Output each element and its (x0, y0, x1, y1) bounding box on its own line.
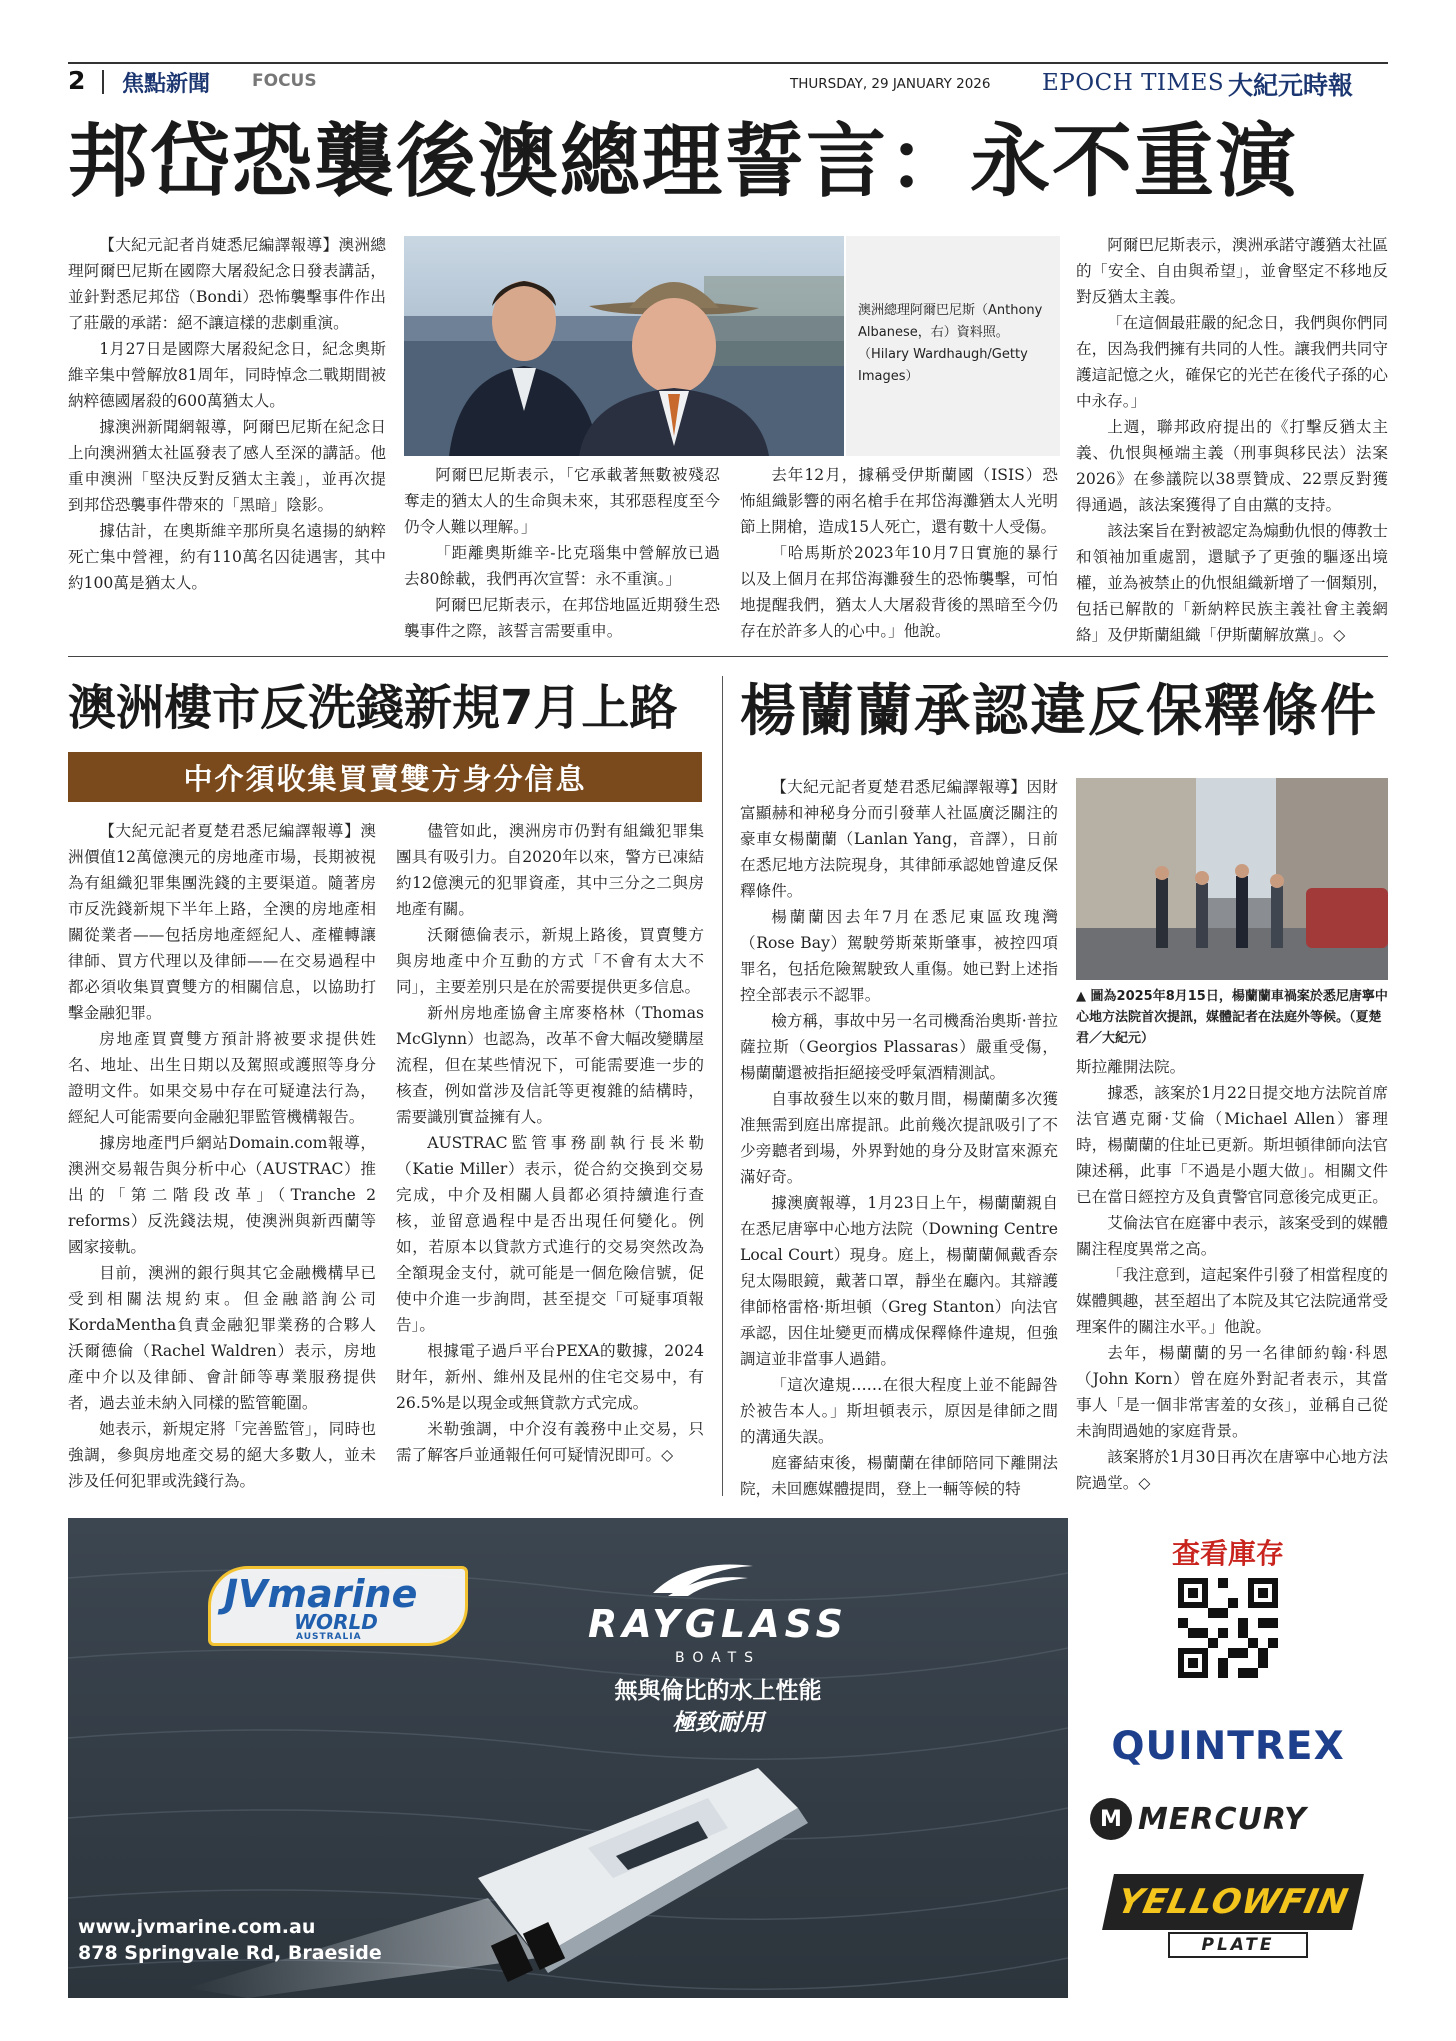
article2-subhead-text: 中介須收集買賣雙方身分信息 (183, 761, 587, 796)
lead-column-4: 阿爾巴尼斯表示，澳洲承諾守護猶太社區的「安全、自由與希望」，並會堅定不移地反對反猶太主義。 「在這個最莊嚴的紀念日，我們與你們同在，因為我們擁有共同的人性。讓我們共同守護這記憶之火，確保它的光芒在後代子孫的心中永存。」 上週，聯邦政府提出的《打擊反猶太主義、仇恨與極端主義（刑事與移民法）法案2026》在參議院以38票贊成、22票反對獲得通過，該法案獲得了自由黨的支持。 該法案旨在對被認定為煽動仇恨的傳教士和領袖加重處罰，還賦予了更強的驅逐出境權，並為被禁止的仇恨組織新增了一個類別，包括已解散的「新納粹民族主義社會主義網絡」及伊斯蘭組織「伊斯蘭解放黨」。◇ (1076, 236, 1388, 644)
brand-cn: 大紀元時報 (1228, 71, 1354, 100)
rayglass-boats: BOATS (674, 1650, 762, 1666)
ad-url-link[interactable]: www.jvmarine.com.au (78, 1916, 316, 1938)
lead-photo (404, 236, 844, 456)
stock-qr-code-icon[interactable] (1178, 1578, 1278, 1678)
lead-column-3: 去年12月，據稱受伊斯蘭國（ISIS）恐怖組織影響的兩名槍手在邦岱海灘猶太人光明節上開槍，造成15人死亡，還有數十人受傷。 「哈馬斯於2023年10月7日實施的暴行以及上個月在邦岱海灘發生的恐怖襲擊，可怕地提醒我們，猶太人大屠殺背後的黑暗至今仍存在於許多人的心中。」他說。 (740, 466, 1058, 640)
column-divider (722, 676, 723, 1496)
ad-tagline-1: 無與倫比的水上性能 (614, 1678, 822, 1704)
yellowfin-plate-logo: PLATE (1168, 1932, 1308, 1958)
article2-column-2: 儘管如此，澳洲房市仍對有組織犯罪集團具有吸引力。自2020年以來，警方已凍結約12億澳元的犯罪資產，其中三分之二與房地產有關。 沃爾德倫表示，新規上路後，買賣雙方與房地產中介互動的方式「不會有太大不同」，主要差別只是在於需要提供更多信息。 新州房地產協會主席麥格林（Thomas McGlynn）也認為，改革不會大幅改變購屋流程，但在某些情況下，可能需要進一步的核查，例如當涉及信託等更複雜的結構時，需要識別實益擁有人。 AUSTRAC監管事務副執行長米勒（Katie Miller）表示，從合約交換到交易完成，中介及相關人員都必須持續進行查核，並留意過程中是否出現任何變化。例如，若原本以貸款方式進行的交易突然改為全額現金支付，就可能是一個危險信號，促使中介進一步詢問，甚至提交「可疑事項報告」。 根據電子過戶平台PEXA的數據，2024財年，新州、維州及昆州的住宅交易中，有26.5%是以現金或無貸款方式完成。 米勒強調，中介沒有義務中止交易，只需了解客戶並通報任何可疑情況即可。◇ (396, 822, 704, 1464)
stock-label: 查看庫存 (1171, 1537, 1284, 1570)
article2-headline: 澳洲樓市反洗錢新規7月上路 (68, 680, 678, 736)
article3-headline: 楊蘭蘭承認違反保釋條件 (740, 679, 1378, 744)
quintrex-logo: QUINTREX (1111, 1724, 1345, 1769)
brand-en: EPOCH TIMES (1042, 70, 1225, 96)
lead-headline: 邦岱恐襲後澳總理誓言：永不重演 (68, 115, 1298, 208)
section-title-cn: 焦點新聞 (122, 72, 211, 97)
mercury-logo-icon: M (1090, 1798, 1132, 1840)
article2-subhead (68, 752, 702, 802)
jv-logo-country: AUSTRALIA (296, 1632, 362, 1642)
yellowfin-logo (1102, 1874, 1364, 1930)
ad-tagline-2: 極致耐用 (672, 1710, 764, 1736)
mercury-logo: MERCURY (1138, 1802, 1307, 1837)
article3-column-1: 【大紀元記者夏楚君悉尼編譯報導】因財富顯赫和神秘身分而引發華人社區廣泛關注的豪車女楊蘭蘭（Lanlan Yang，音譯），日前在悉尼地方法院現身，其律師承認她曾違反保釋條件。 楊蘭蘭因去年7月在悉尼東區玫瑰灣（Rose Bay）駕駛勞斯萊斯肇事，被控四項罪名，包括危險駕駛致人重傷。她已對上述指控全部表示不認罪。 檢方稱，事故中另一名司機喬治奧斯·普拉薩拉斯（Georgios Plassaras）嚴重受傷，楊蘭蘭還被指拒絕接受呼氣酒精測試。 自事故發生以來的數月間，楊蘭蘭多次獲准無需到庭出席提訊。此前幾次提訊吸引了不少旁聽者到場，外界對她的身分及財富來源充滿好奇。 據澳廣報導，1月23日上午，楊蘭蘭親自在悉尼唐寧中心地方法院（Downing Centre Local Court）現身。庭上，楊蘭蘭佩戴香奈兒太陽眼鏡，戴著口罩，靜坐在廳內。其辯護律師格雷格·斯坦頓（Greg Stanton）向法官承認，因住址變更而構成保釋條件違規，但強調這並非當事人過錯。 「這次違規……在很大程度上並不能歸咎於被告本人。」斯坦頓表示，原因是律師之間的溝通失誤。 庭審結束後，楊蘭蘭在律師陪同下離開法院，未回應媒體提問，登上一輛等候的特 (740, 778, 1058, 1498)
article3-photo-caption: ▲ 圖為2025年8月15日，楊蘭蘭車禍案於悉尼唐寧中心地方法院首次提訊，媒體記者在法庭外等候。（夏楚君／大紀元） (1076, 989, 1388, 1046)
header-divider (102, 70, 104, 94)
lead-column-1: 【大紀元記者肖婕悉尼編譯報導】澳洲總理阿爾巴尼斯在國際大屠殺紀念日發表講話，並針對悉尼邦岱（Bondi）恐怖襲擊事件作出了莊嚴的承諾：絕不讓這樣的悲劇重演。 1月27日是國際大屠殺紀念日，紀念奧斯維辛集中營解放81周年，同時悼念二戰期間被納粹德國屠殺的600萬猶太人。 據澳洲新聞網報導，阿爾巴尼斯在紀念日上向澳洲猶太社區發表了感人至深的講話。他重申澳洲「堅決反對反猶太主義」，並再次提到邦岱恐襲事件帶來的「黑暗」陰影。 據估計，在奧斯維辛那所臭名遠揚的納粹死亡集中營裡，約有110萬名囚徒遇害，其中約100萬是猶太人。 (68, 236, 386, 592)
section-divider (68, 656, 1388, 657)
jv-logo-main: JVmarine (224, 1572, 418, 1616)
article3-column-2: 斯拉離開法院。 據悉，該案於1月22日提交地方法院首席法官邁克爾·艾倫（Michael Allen）審理時，楊蘭蘭的住址已更新。斯坦頓律師向法官陳述稱，此事「不過是小題大做」。相關文件已在當日經控方及負責警官同意後完成更正。 艾倫法官在庭審中表示，該案受到的媒體關注程度異常之高。 「我注意到，這起案件引發了相當程度的媒體興趣，甚至超出了本院及其它法院通常受理案件的關注水平。」他說。 去年，楊蘭蘭的另一名律師約翰·科恩（John Korn）曾在庭外對記者表示，其當事人「是一個非常害羞的女孩」，並稱自己從未詢問過她的家庭背景。 該案將於1月30日再次在唐寧中心地方法院過堂。◇ (1076, 1058, 1388, 1492)
article2-column-1: 【大紀元記者夏楚君悉尼編譯報導】澳洲價值12萬億澳元的房地產市場，長期被視為有組織犯罪集團洗錢的主要渠道。隨著房市反洗錢新規下半年上路，全澳的房地產相關從業者——包括房地產經紀人、產權轉讓律師、買方代理以及律師——在交易過程中都必須收集買賣雙方的相關信息，以協助打擊金融犯罪。 房地產買賣雙方預計將被要求提供姓名、地址、出生日期以及駕照或護照等身分證明文件。如果交易中存在可疑違法行為，經紀人可能需要向金融犯罪監管機構報告。 據房地產門戶網站Domain.com報導，澳洲交易報告與分析中心（AUSTRAC）推出的「第二階段改革」（Tranche 2 reforms）反洗錢法規，使澳洲與新西蘭等國家接軌。 目前，澳洲的銀行與其它金融機構早已受到相關法規約束。但金融諮詢公司KordaMentha負責金融犯罪業務的合夥人沃爾德倫（Rachel Waldren）表示，房地產中介以及律師、會計師等專業服務提供者，過去並未納入同樣的監管範圍。 她表示，新規定將「完善監管」，同時也強調，參與房地產交易的絕大多數人，並未涉及任何犯罪或洗錢行為。 (68, 822, 376, 1490)
rayglass-name: RAYGLASS (587, 1602, 849, 1646)
page-number: 2 (68, 66, 86, 95)
lead-column-2: 阿爾巴尼斯表示，「它承載著無數被殘忍奪走的猶太人的生命與未來，其邪惡程度至今仍令人難以理解。」 「距離奧斯維辛-比克瑙集中營解放已過去80餘載，我們再次宣誓：永不重演。」 阿爾巴尼斯表示，在邦岱地區近期發生恐襲事件之際，該誓言需要重申。 (404, 466, 720, 640)
ad-address: 878 Springvale Rd, Braeside (78, 1942, 382, 1964)
lead-photo-caption: 澳洲總理阿爾巴尼斯（Anthony Albanese，右）資料照。（Hilary Wardhaugh/Getty Images） (858, 303, 1043, 384)
jv-marine-logo (208, 1566, 508, 1656)
jv-marine-advertisement[interactable] (68, 1518, 1388, 1998)
section-title-en: FOCUS (252, 71, 317, 91)
article3-photo (1076, 778, 1388, 980)
issue-date: THURSDAY, 29 JANUARY 2026 (790, 76, 991, 92)
rayglass-emblem-icon (648, 1558, 758, 1602)
yellowfin-logo-text: YELLOWFIN (1113, 1882, 1353, 1922)
jv-logo-sub: WORLD (294, 1610, 378, 1634)
